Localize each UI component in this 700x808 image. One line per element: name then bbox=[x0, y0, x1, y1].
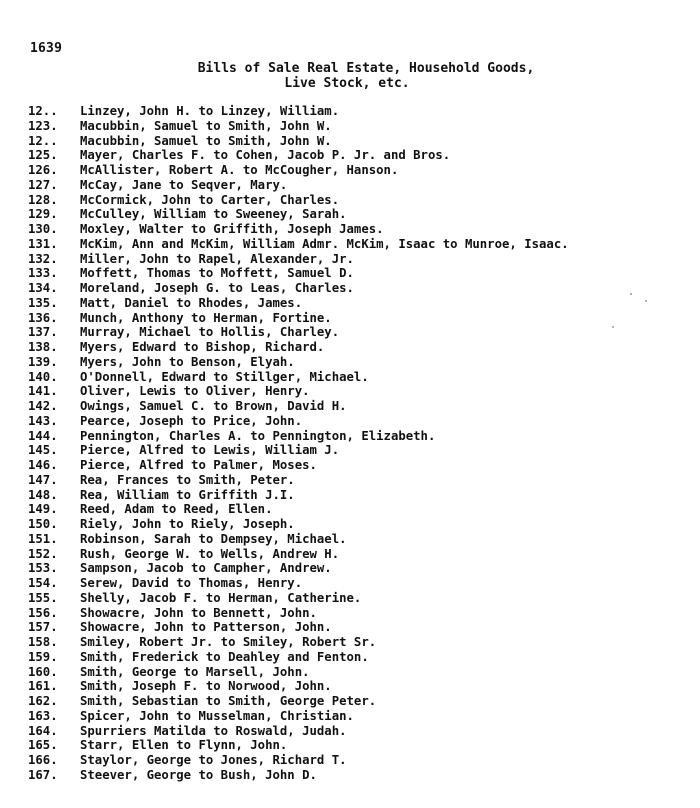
list-item bbox=[28, 443, 569, 458]
entry-text: Mayer, Charles F. to Cohen, Jacob P. Jr. and Bros. bbox=[80, 148, 451, 163]
entry-number: 165. bbox=[28, 738, 58, 753]
list-item bbox=[28, 694, 569, 709]
list-item bbox=[28, 325, 569, 340]
entry-number: 130. bbox=[28, 222, 58, 236]
list-item bbox=[28, 502, 569, 517]
list-item bbox=[28, 517, 569, 532]
entry-text: McAllister, Robert A. to McCougher, Hanson. bbox=[80, 163, 399, 177]
entry-text: McCormick, John to Carter, Charles. bbox=[80, 192, 340, 207]
list-item bbox=[28, 193, 569, 208]
entry-text: Smith, Sebastian to Smith, George Peter. bbox=[80, 694, 377, 708]
entry-number: 153. bbox=[28, 561, 58, 576]
entry-text: Oliver, Lewis to Oliver, Henry. bbox=[80, 384, 310, 399]
entry-text: Pierce, Alfred to Palmer, Moses. bbox=[80, 458, 317, 472]
entry-text: Miller, John to Rapel, Alexander, Jr. bbox=[80, 251, 354, 266]
list-item bbox=[28, 532, 569, 547]
list-item bbox=[28, 650, 569, 665]
entry-text: Moreland, Joseph G. to Leas, Charles. bbox=[80, 281, 354, 295]
entry-number: 149. bbox=[28, 502, 58, 517]
entry-number: 141. bbox=[28, 384, 58, 399]
entry-text: Steever, George to Bush, John D. bbox=[80, 767, 317, 782]
entry-text: McCulley, William to Sweeney, Sarah. bbox=[80, 207, 347, 222]
entry-number: 155. bbox=[28, 590, 58, 605]
entry-text: Sampson, Jacob to Campher, Andrew. bbox=[80, 561, 332, 576]
entry-number: 161. bbox=[28, 679, 58, 694]
list-item bbox=[28, 311, 569, 326]
entry-text: Pierce, Alfred to Lewis, William J. bbox=[80, 443, 340, 458]
entry-list bbox=[28, 104, 569, 783]
entry-number: 150. bbox=[28, 517, 58, 531]
entry-number: 136. bbox=[28, 310, 58, 325]
entry-number: 129. bbox=[28, 207, 58, 222]
entry-text: Staylor, George to Jones, Richard T. bbox=[80, 753, 347, 767]
entry-number: 143. bbox=[28, 413, 58, 428]
entry-text: Matt, Daniel to Rhodes, James. bbox=[80, 295, 303, 310]
entry-text: O'Donnell, Edward to Stillger, Michael. bbox=[80, 369, 369, 384]
entry-text: Myers, Edward to Bishop, Richard. bbox=[80, 340, 325, 354]
entry-text: Smith, Frederick to Deahley and Fenton. bbox=[80, 649, 369, 664]
entry-number: 123. bbox=[28, 118, 58, 133]
entry-text: Owings, Samuel C. to Brown, David H. bbox=[80, 399, 347, 413]
list-item bbox=[28, 355, 569, 370]
list-item bbox=[28, 620, 569, 635]
entry-number: 131. bbox=[28, 236, 58, 251]
entry-text: Serew, David to Thomas, Henry. bbox=[80, 576, 303, 590]
entry-number: 128. bbox=[28, 192, 58, 207]
entry-text: Shelly, Jacob F. to Herman, Catherine. bbox=[80, 590, 362, 605]
list-item bbox=[28, 576, 569, 591]
entry-number: 12.. bbox=[28, 133, 58, 148]
entry-number: 132. bbox=[28, 251, 58, 266]
list-item bbox=[28, 606, 569, 621]
entry-number: 137. bbox=[28, 325, 58, 340]
entry-number: 151. bbox=[28, 531, 58, 546]
entry-number: 145. bbox=[28, 443, 58, 458]
entry-text: Murray, Michael to Hollis, Charley. bbox=[80, 325, 340, 340]
entry-text: Macubbin, Samuel to Smith, John W. bbox=[80, 133, 332, 148]
list-item bbox=[28, 237, 569, 252]
entry-text: Munch, Anthony to Herman, Fortine. bbox=[80, 310, 332, 325]
entry-text: Showacre, John to Bennett, John. bbox=[80, 605, 317, 620]
entry-text: Spurriers Matilda to Roswald, Judah. bbox=[80, 723, 347, 738]
document-title: Bills of Sale Real Estate, Household Goods, bbox=[197, 61, 535, 76]
list-item bbox=[28, 768, 569, 783]
list-item bbox=[28, 370, 569, 385]
entry-number: 160. bbox=[28, 664, 58, 679]
entry-number: 139. bbox=[28, 354, 58, 369]
entry-number: 138. bbox=[28, 340, 58, 354]
entry-text: Robinson, Sarah to Dempsey, Michael. bbox=[80, 531, 347, 546]
scan-speck bbox=[645, 300, 647, 302]
entry-number: 125. bbox=[28, 148, 58, 163]
entry-text: Smith, Joseph F. to Norwood, John. bbox=[80, 679, 332, 694]
list-item bbox=[28, 591, 569, 606]
list-item bbox=[28, 458, 569, 473]
entry-text: Smith, George to Marsell, John. bbox=[80, 664, 310, 679]
entry-text: Pennington, Charles A. to Pennington, Elizabeth. bbox=[80, 428, 436, 443]
list-item bbox=[28, 429, 569, 444]
list-item bbox=[28, 222, 569, 237]
entry-text: McCay, Jane to Seqver, Mary. bbox=[80, 177, 288, 192]
list-item bbox=[28, 561, 569, 576]
list-item bbox=[28, 119, 569, 134]
entry-text: Linzey, John H. to Linzey, William. bbox=[80, 104, 340, 118]
list-item bbox=[28, 724, 569, 739]
list-item bbox=[28, 679, 569, 694]
list-item bbox=[28, 488, 569, 503]
entry-text: Moffett, Thomas to Moffett, Samuel D. bbox=[80, 266, 354, 281]
list-item bbox=[28, 547, 569, 562]
entry-text: Rea, William to Griffith J.I. bbox=[80, 487, 295, 502]
entry-text: Macubbin, Samuel to Smith, John W. bbox=[80, 118, 332, 133]
entry-number: 140. bbox=[28, 369, 58, 384]
entry-number: 126. bbox=[28, 163, 58, 177]
entry-number: 133. bbox=[28, 266, 58, 281]
entry-number: 135. bbox=[28, 295, 58, 310]
entry-number: 146. bbox=[28, 458, 58, 472]
entry-number: 156. bbox=[28, 605, 58, 620]
entry-number: 162. bbox=[28, 694, 58, 708]
list-item bbox=[28, 709, 569, 724]
entry-number: 142. bbox=[28, 399, 58, 413]
entry-number: 167. bbox=[28, 767, 58, 782]
list-item bbox=[28, 296, 569, 311]
entry-text: McKim, Ann and McKim, William Admr. McKim, Isaac to Munroe, Isaac. bbox=[80, 236, 569, 251]
list-item bbox=[28, 399, 569, 414]
entry-text: Rea, Frances to Smith, Peter. bbox=[80, 472, 295, 487]
entry-text: Showacre, John to Patterson, John. bbox=[80, 620, 332, 635]
list-item bbox=[28, 281, 569, 296]
entry-text: Rush, George W. to Wells, Andrew H. bbox=[80, 546, 340, 561]
entry-number: 159. bbox=[28, 649, 58, 664]
list-item bbox=[28, 635, 569, 650]
list-item bbox=[28, 148, 569, 163]
entry-number: 12.. bbox=[28, 104, 58, 118]
list-item bbox=[28, 207, 569, 222]
entry-text: Reed, Adam to Reed, Ellen. bbox=[80, 502, 273, 517]
entry-number: 144. bbox=[28, 428, 58, 443]
list-item bbox=[28, 266, 569, 281]
entry-text: Pearce, Joseph to Price, John. bbox=[80, 413, 303, 428]
list-item bbox=[28, 340, 569, 355]
list-item bbox=[28, 738, 569, 753]
entry-number: 163. bbox=[28, 708, 58, 723]
entry-text: Starr, Ellen to Flynn, John. bbox=[80, 738, 288, 753]
entry-text: Myers, John to Benson, Elyah. bbox=[80, 354, 295, 369]
scan-speck bbox=[630, 293, 632, 295]
list-item bbox=[28, 104, 569, 119]
entry-number: 127. bbox=[28, 177, 58, 192]
page-number: 1639 bbox=[30, 41, 63, 56]
entry-text: Spicer, John to Musselman, Christian. bbox=[80, 708, 354, 723]
entry-number: 164. bbox=[28, 723, 58, 738]
entry-number: 157. bbox=[28, 620, 58, 635]
list-item bbox=[28, 178, 569, 193]
list-item bbox=[28, 753, 569, 768]
entry-number: 158. bbox=[28, 635, 58, 649]
entry-text: Riely, John to Riely, Joseph. bbox=[80, 517, 295, 531]
entry-number: 154. bbox=[28, 576, 58, 590]
entry-number: 148. bbox=[28, 487, 58, 502]
list-item bbox=[28, 252, 569, 267]
entry-number: 166. bbox=[28, 753, 58, 767]
entry-number: 134. bbox=[28, 281, 58, 295]
scan-speck bbox=[612, 326, 614, 328]
entry-number: 152. bbox=[28, 546, 58, 561]
document-subtitle: Live Stock, etc. bbox=[284, 76, 410, 91]
list-item bbox=[28, 384, 569, 399]
list-item bbox=[28, 414, 569, 429]
list-item bbox=[28, 473, 569, 488]
entry-text: Smiley, Robert Jr. to Smiley, Robert Sr. bbox=[80, 635, 377, 649]
entry-number: 147. bbox=[28, 472, 58, 487]
entry-text: Moxley, Walter to Griffith, Joseph James. bbox=[80, 222, 384, 236]
list-item bbox=[28, 665, 569, 680]
list-item bbox=[28, 134, 569, 149]
list-item bbox=[28, 163, 569, 178]
